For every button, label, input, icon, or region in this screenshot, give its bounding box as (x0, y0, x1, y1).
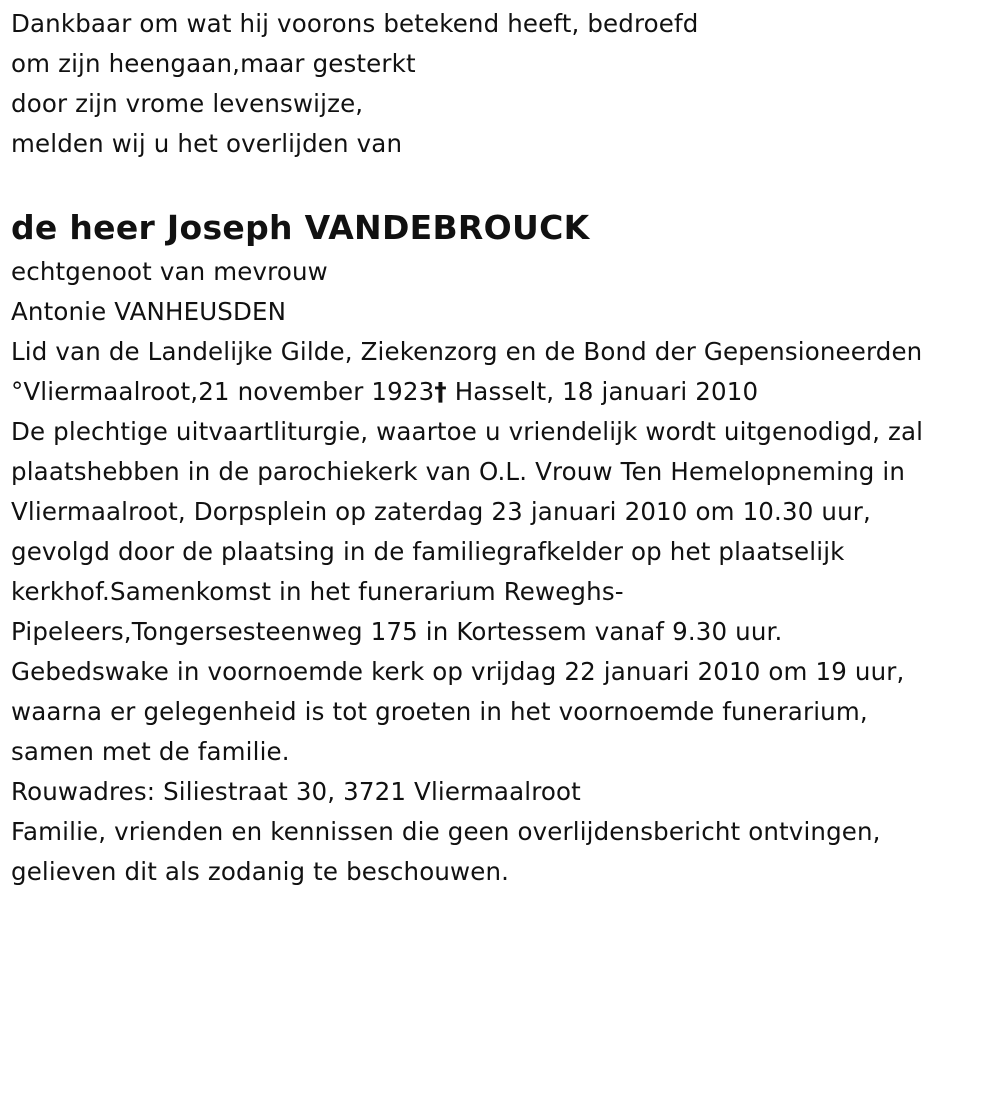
ceremony-line: kerkhof.Samenkomst in het funerarium Reweghs- (11, 577, 624, 606)
intro-paragraph (11, 4, 991, 164)
intro-line: door zijn vrome levenswijze, (11, 89, 364, 118)
dates-line (11, 372, 991, 412)
intro-line: om zijn heengaan,maar gesterkt (11, 49, 416, 78)
ceremony-line: plaatshebben in de parochiekerk van O.L. Vrouw Ten Hemelopneming in (11, 457, 906, 486)
ceremony-paragraph (11, 412, 991, 772)
cross-icon: † (434, 377, 447, 406)
closing-paragraph (11, 812, 991, 892)
ceremony-line: Gebedswake in voornoemde kerk op vrijdag 22 januari 2010 om 19 uur, (11, 657, 905, 686)
ceremony-line: De plechtige uitvaartliturgie, waartoe u vriendelijk wordt uitgenodigd, zal (11, 417, 924, 446)
membership-text: Lid van de Landelijke Gilde, Ziekenzorg en de Bond der Gepensioneerden (11, 337, 923, 366)
deceased-name: de heer Joseph VANDEBROUCK (11, 208, 590, 247)
ceremony-line: Pipeleers,Tongersesteenweg 175 in Kortessem vanaf 9.30 uur. (11, 617, 783, 646)
spouse-line: echtgenoot van mevrouw (11, 257, 328, 286)
ceremony-line: waarna er gelegenheid is tot groeten in het voornoemde funerarium, (11, 697, 868, 726)
intro-line: Dankbaar om wat hij voorons betekend heeft, bedroefd (11, 9, 699, 38)
membership-line (11, 332, 991, 372)
closing-line: gelieven dit als zodanig te beschouwen. (11, 857, 510, 886)
mourning-address: Rouwadres: Siliestraat 30, 3721 Vliermaalroot (11, 777, 581, 806)
spouse-line: Antonie VANHEUSDEN (11, 297, 287, 326)
ceremony-line: Vliermaalroot, Dorpsplein op zaterdag 23 januari 2010 om 10.30 uur, (11, 497, 871, 526)
mourning-address-line (11, 772, 991, 812)
birth-info: °Vliermaalroot,21 november 1923 (11, 377, 435, 406)
ceremony-line: samen met de familie. (11, 737, 290, 766)
closing-line: Familie, vrienden en kennissen die geen overlijdensbericht ontvingen, (11, 817, 881, 846)
obituary-notice (11, 4, 991, 892)
intro-line: melden wij u het overlijden van (11, 129, 403, 158)
spouse-paragraph (11, 252, 991, 332)
ceremony-line: gevolgd door de plaatsing in de familiegrafkelder op het plaatselijk (11, 537, 845, 566)
death-info: Hasselt, 18 januari 2010 (446, 377, 759, 406)
